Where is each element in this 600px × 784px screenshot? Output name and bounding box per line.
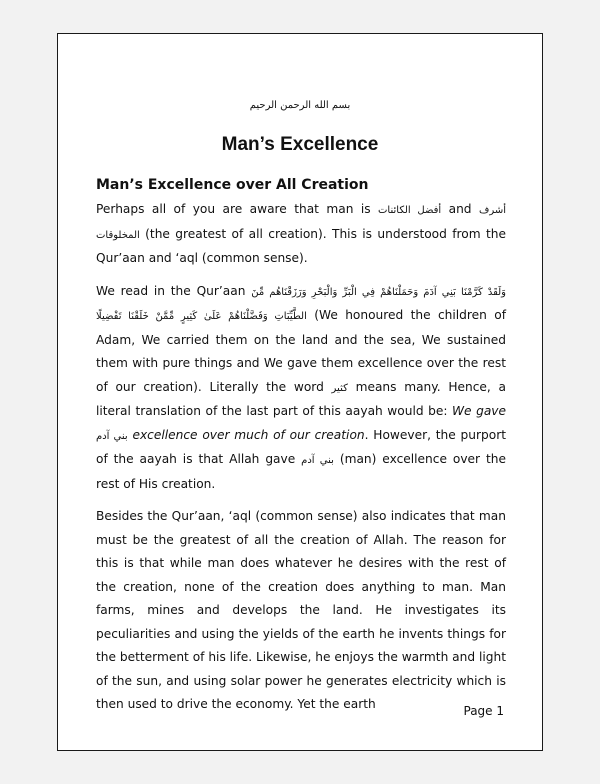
- para1-text-1: Perhaps all of you are aware that man is: [96, 202, 379, 216]
- basmala: بسم الله الرحمن الرحيم: [249, 100, 351, 111]
- quran-verse: وَلَقَدْ كَرَّمْنَا بَنِي آدَمَ وَحَمَلْنَاهُمْ فِي الْبَرِّ وَالْبَحْرِ وَرَزَقْنَاهُم مِّنَ الطَّيِّبَاتِ وَفَضَّلْنَاهُمْ عَلَىٰ كَثِيرٍ مِّمَّنْ خَلَقْنَا تَفْضِيلًا: [96, 286, 507, 322]
- arabic-phrase: أفضل الكائنات: [378, 205, 442, 216]
- para2-text-5: (man) excellence over the rest of His creation.: [96, 452, 506, 491]
- document-body: [96, 172, 506, 717]
- para1-text-3: (the greatest of all creation). This is understood from the Qur’aan and ‘aql (common sense).: [96, 226, 506, 265]
- paragraph-2: [96, 280, 506, 497]
- page-title: Man’s Excellence: [221, 134, 379, 155]
- section-heading: Man’s Excellence over All Creation: [96, 177, 369, 193]
- para2-italic-1: We gave: [452, 404, 506, 418]
- para2-text-3: means many. Hence, a literal translation of the last part of this aayah would be:: [96, 379, 506, 418]
- page-number: Page 1: [463, 704, 504, 718]
- arabic-word: بني آدم: [96, 430, 128, 442]
- arabic-word: كثير: [331, 382, 348, 394]
- document-page: [57, 33, 543, 751]
- arabic-word: بني آدم: [301, 455, 334, 466]
- para2-text-2: (We honoured the children of Adam, We carried them on the land and the sea, We sustained them with pure things and We gave them excellence over the rest of our creation). Literally the word: [96, 308, 506, 394]
- arabic-phrase: أشرف المخلوقات: [96, 205, 507, 241]
- para2-text-1: We read in the Qur’aan: [96, 283, 252, 298]
- paragraph-1: [96, 198, 506, 271]
- para2-italic-2: excellence over much of our creation: [127, 427, 365, 442]
- paragraph-3: Besides the Qur’aan, ‘aql (common sense) also indicates that man must be the greatest of all the creation of Allah. The reason for this is that while man does whatever he desires with the rest of the creation, none of the creation does anything to man. Man farms, mines and develops the land. He investigates its peculiarities and using the yields of the earth he invents things for the betterment of his life. Likewise, he enjoys the warmth and light of the sun, and using solar power he generates electricity which is then used to drive the economy. Yet the earth: [96, 509, 506, 711]
- para2-text-4: . However, the purport of the aayah is that Allah gave: [96, 427, 506, 466]
- para1-text-2: and: [441, 202, 479, 216]
